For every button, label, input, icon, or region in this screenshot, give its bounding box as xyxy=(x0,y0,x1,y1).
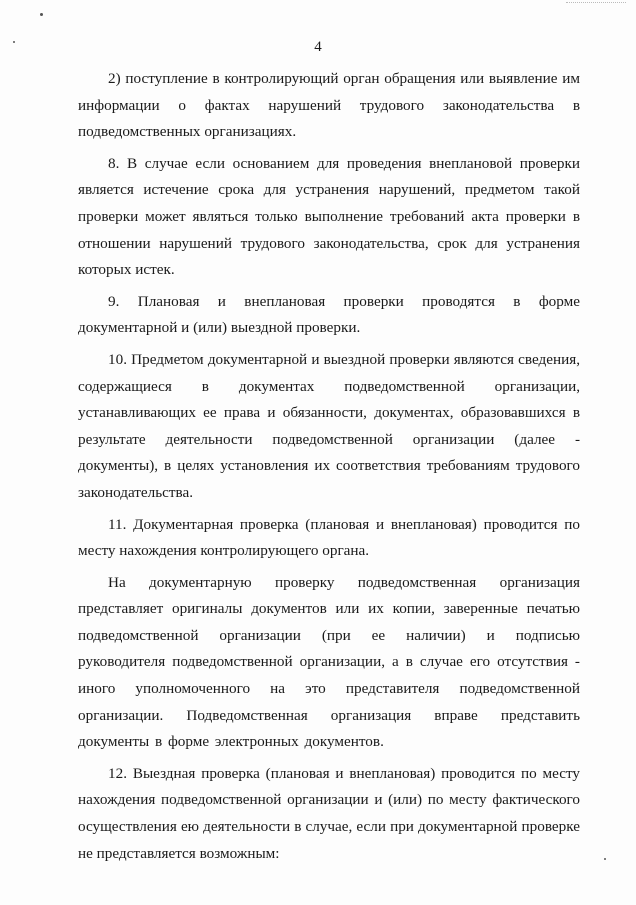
paragraph-12: 12. Выездная проверка (плановая и внеплановая) проводится по месту нахождения подведомственной организации и (или) по месту фактического осуществления ею деятельности в случае, если при документарной проверке не представляется возможным: xyxy=(78,764,580,862)
paragraph-11: 11. Документарная проверка (плановая и внеплановая) проводится по месту нахождения контролирующего органа. xyxy=(78,515,580,560)
document-body xyxy=(78,66,580,867)
paragraph-11-continuation: На документарную проверку подведомственная организация представляет оригиналы документов или их копии, заверенные печатью подведомственной организации (при ее наличии) и подписью руководителя подведомственной организации, а в случае его отсутствия - иного уполномоченного на это представителя подведомственной организации. Подведомственная организация вправе представить документы в форме электронных документов. xyxy=(78,573,580,751)
page-number: 4 xyxy=(314,39,322,55)
paragraph-8: 8. В случае если основанием для проведения внеплановой проверки является истечение срока для устранения нарушений, предметом такой проверки может являться только выполнение требований акта проверки в отношении нарушений трудового законодательства, срок для устранения которых истек. xyxy=(78,154,580,279)
paragraph-2-item: 2) поступление в контролирующий орган обращения или выявление им информации о фактах нарушений трудового законодательства в подведомственных организациях. xyxy=(78,70,580,141)
scan-speck xyxy=(40,13,43,16)
scan-artifact xyxy=(566,2,626,6)
paragraph-9: 9. Плановая и внеплановая проверки проводятся в форме документарной и (или) выездной проверки. xyxy=(78,292,580,337)
scan-speck xyxy=(604,858,606,860)
paragraph-10: 10. Предметом документарной и выездной проверки являются сведения, содержащиеся в документах подведомственной организации, устанавливающих ее права и обязанности, документах, образовавшихся в результате деятельности подведомственной организации (далее - документы), в целях установления их соответствия требованиям трудового законодательства. xyxy=(78,350,580,501)
